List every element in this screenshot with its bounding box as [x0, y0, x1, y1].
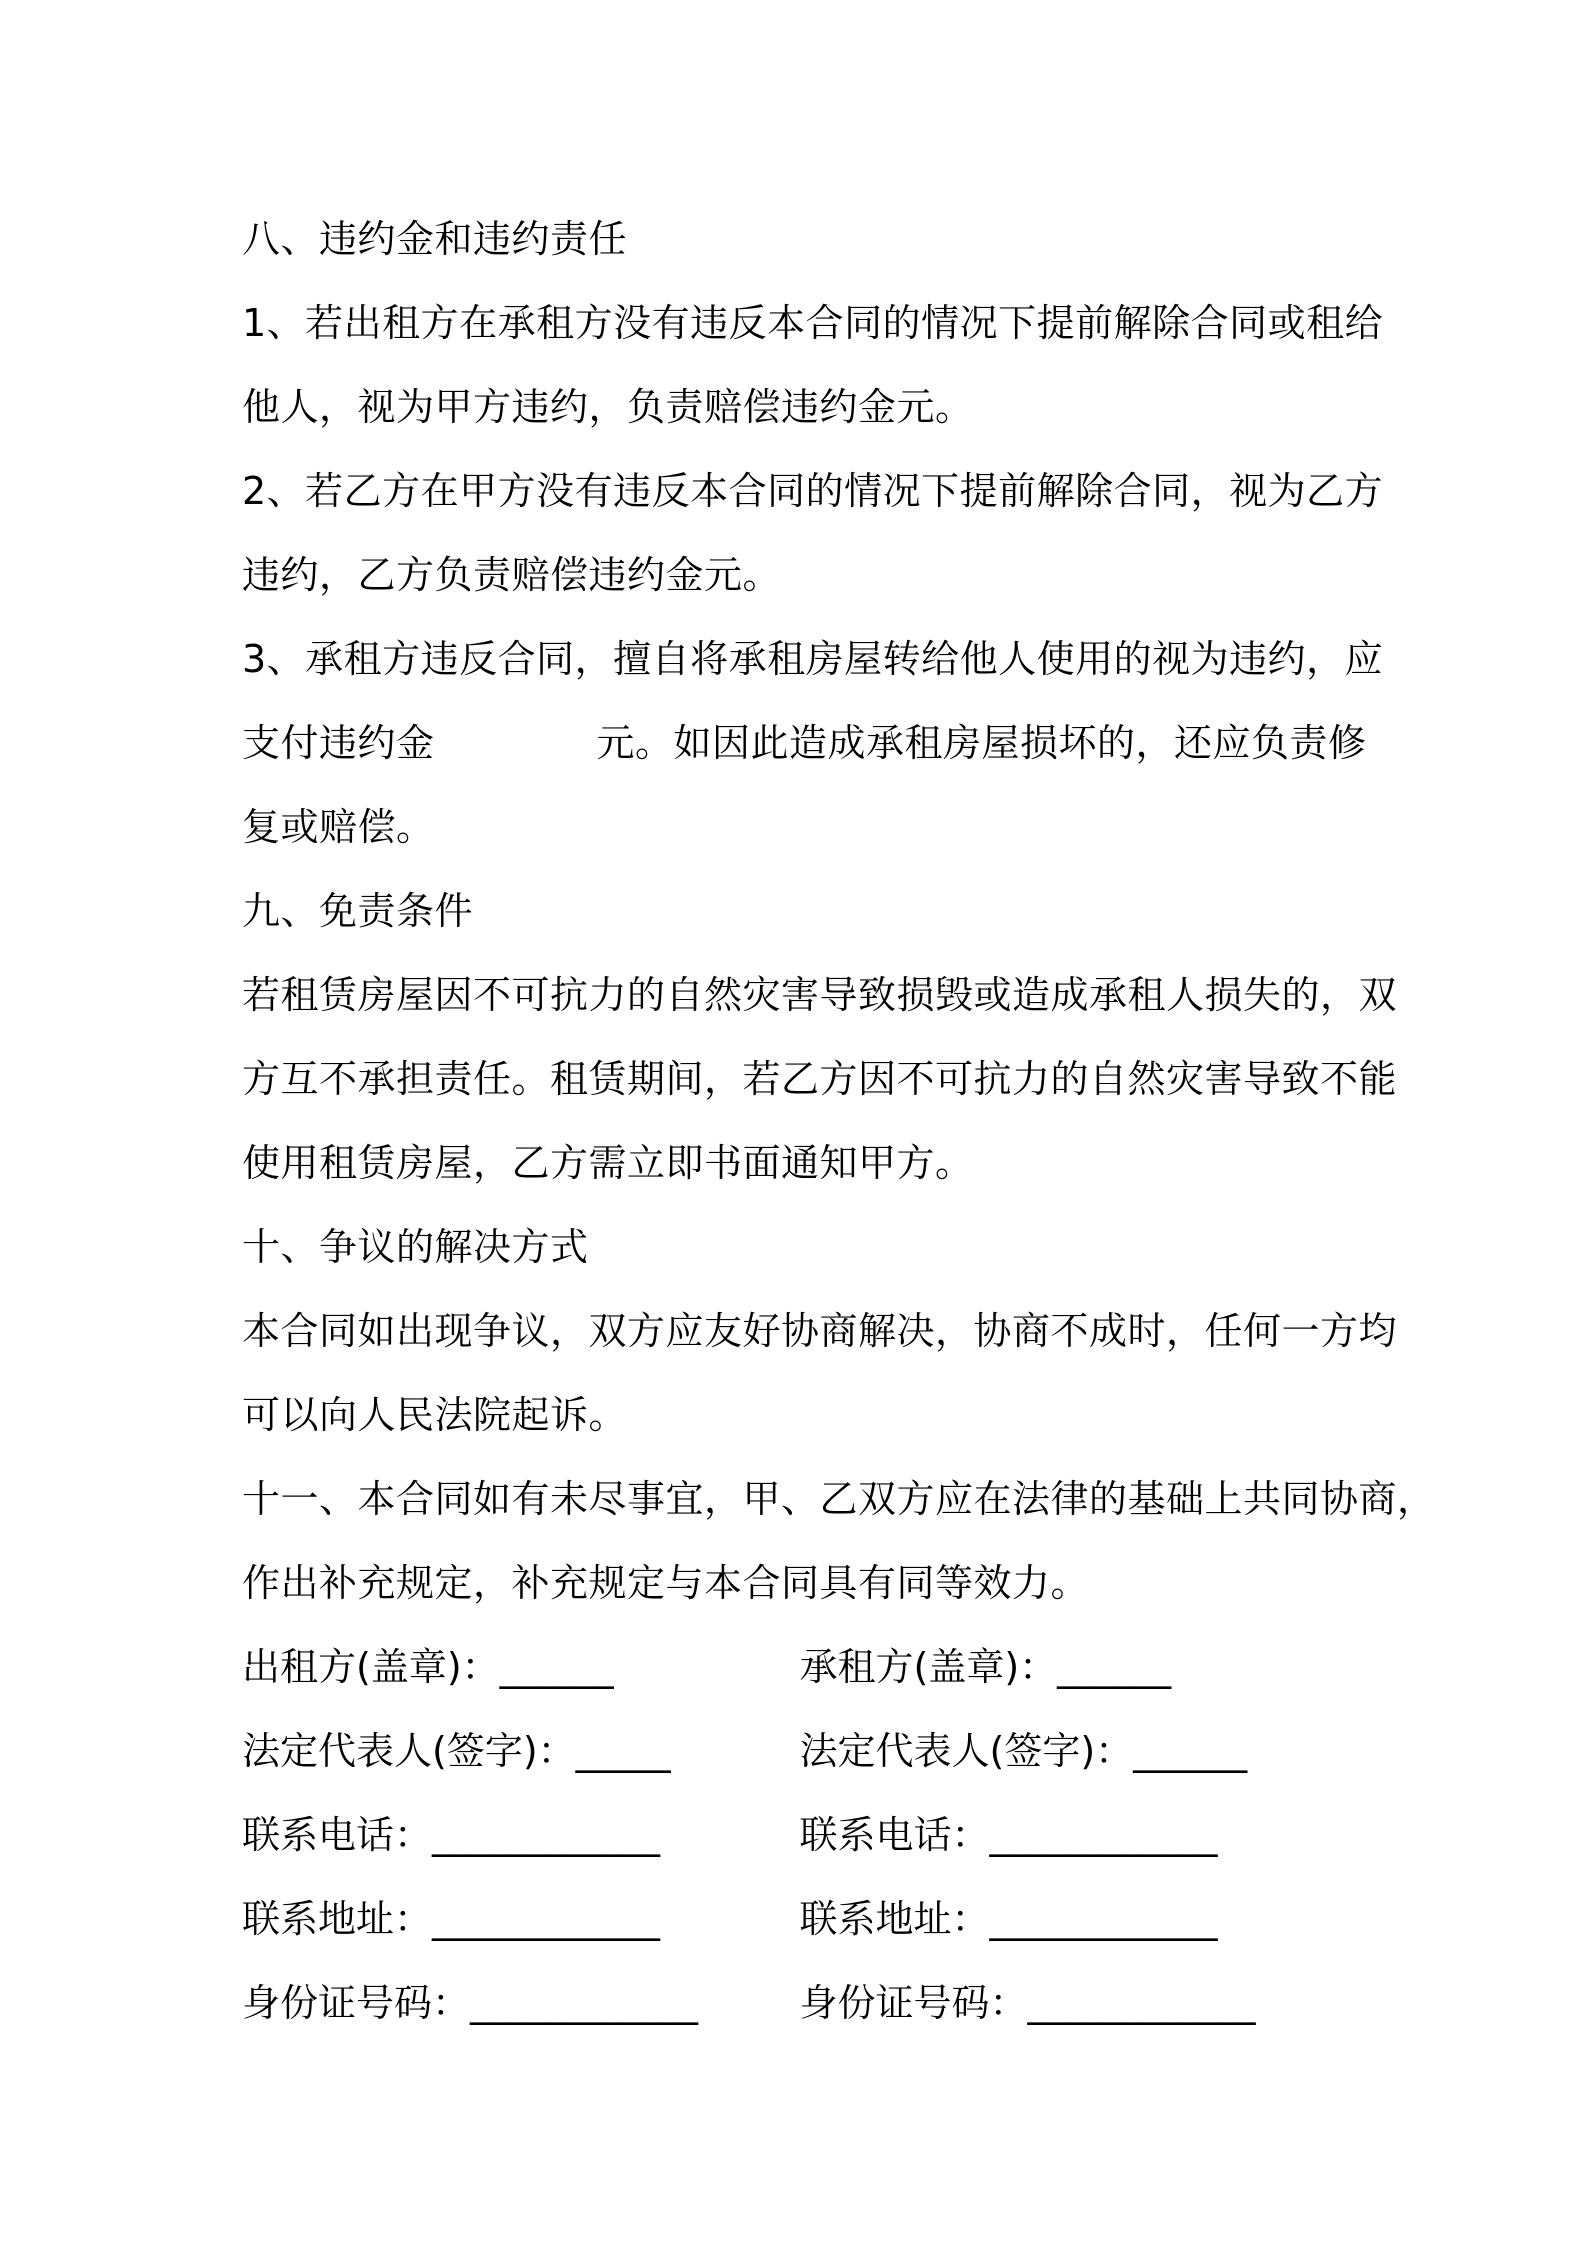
clause-8-1-line-1: 1、若出租方在承租方没有违反本合同的情况下提前解除合同或租给: [242, 301, 1384, 345]
section-9-line-2: 方互不承担责任。租赁期间，若乙方因不可抗力的自然灾害导致不能: [242, 1057, 1398, 1101]
section-11-line-2: 作出补充规定，补充规定与本合同具有同等效力。: [242, 1561, 1090, 1605]
clause-8-1-line-2: 他人，视为甲方违约，负责赔偿违约金元。: [242, 385, 974, 429]
contract-page: [242, 197, 1436, 2045]
clause-8-2-line-2: 违约，乙方负责赔偿违约金元。: [242, 553, 782, 597]
lessee-representative-field[interactable]: 法定代表人(签字)：______: [799, 1729, 1248, 1773]
clause-8-2-line-1: 2、若乙方在甲方没有违反本合同的情况下提前解除合同，视为乙方: [242, 469, 1384, 513]
signature-row-address: [242, 1877, 1357, 1961]
clause-8-3-line-2-part-b: 元。如因此造成承租房屋损坏的，还应负责修: [596, 721, 1367, 765]
clause-8-3-line-3: 复或赔偿。: [242, 805, 435, 849]
clause-8-3-line-2: [242, 701, 1367, 785]
section-11-line-1: 十一、本合同如有未尽事宜，甲、乙双方应在法律的基础上共同协商，: [242, 1477, 1436, 1521]
clause-8-3-line-1: 3、承租方违反合同，擅自将承租房屋转给他人使用的视为违约，应: [242, 637, 1384, 681]
lessee-address-field[interactable]: 联系地址：____________: [799, 1897, 1218, 1941]
section-9-line-1: 若租赁房屋因不可抗力的自然灾害导致损毁或造成承租人损失的，双: [242, 973, 1398, 1017]
section-8-heading: 八、违约金和违约责任: [242, 217, 628, 261]
section-9-line-3: 使用租赁房屋，乙方需立即书面通知甲方。: [242, 1141, 974, 1185]
clause-8-3-line-2-part-a: 支付违约金: [242, 721, 435, 765]
section-9-heading: 九、免责条件: [242, 889, 474, 933]
signature-row-seal: [242, 1625, 1357, 1709]
lessor-address-field[interactable]: 联系地址：____________: [242, 1897, 661, 1941]
lessor-id-field[interactable]: 身份证号码：____________: [242, 1981, 699, 2025]
signature-row-representative: [242, 1709, 1357, 1793]
section-10-line-1: 本合同如出现争议，双方应友好协商解决，协商不成时，任何一方均: [242, 1309, 1398, 1353]
signature-row-id: [242, 1961, 1357, 2045]
lessee-phone-field[interactable]: 联系电话：____________: [799, 1813, 1218, 1857]
lessee-id-field[interactable]: 身份证号码：____________: [799, 1981, 1256, 2025]
section-10-line-2: 可以向人民法院起诉。: [242, 1393, 628, 1437]
section-10-heading: 十、争议的解决方式: [242, 1225, 589, 1269]
lessor-phone-field[interactable]: 联系电话：____________: [242, 1813, 661, 1857]
lessee-seal-field[interactable]: 承租方(盖章)：______: [799, 1645, 1172, 1689]
lessor-seal-field[interactable]: 出租方(盖章)：______: [242, 1645, 614, 1689]
lessor-representative-field[interactable]: 法定代表人(签字)：_____: [242, 1729, 671, 1773]
signature-row-phone: [242, 1793, 1357, 1877]
